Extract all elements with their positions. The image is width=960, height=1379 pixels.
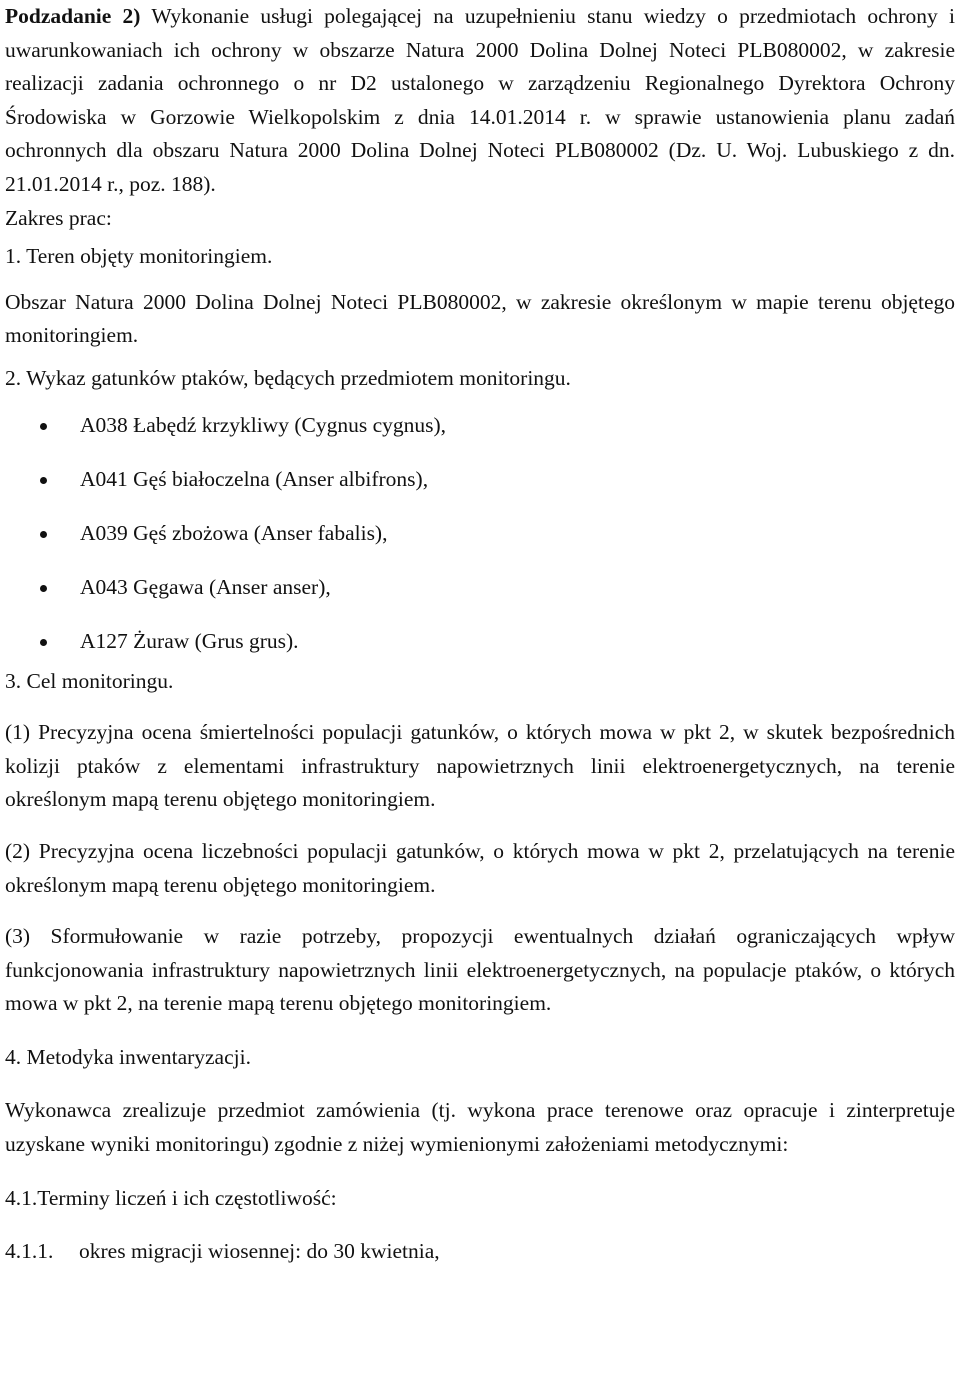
- bullet-icon: [40, 531, 47, 538]
- section-1-text: Obszar Natura 2000 Dolina Dolnej Noteci PLB080002, w zakresie określonym w mapie terenu objętego monitoringiem.: [5, 289, 955, 348]
- item-text: okres migracji wiosennej: do 30 kwietnia,: [79, 1239, 440, 1264]
- section-4-heading: 4. Metodyka inwentaryzacji.: [5, 1044, 251, 1069]
- list-item: [5, 571, 955, 625]
- section-3-point-1: (1) Precyzyjna ocena śmiertelności populacji gatunków, o których mowa w pkt 2, w skutek bezpośrednich kolizji ptaków z elementami infrastruktury napowietrznych linii elektroenergetycznych, na terenie określonym mapą terenu objętego monitoringiem.: [5, 720, 955, 812]
- bullet-icon: [40, 639, 47, 646]
- list-item: [5, 517, 955, 571]
- species-label: A043 Gęgawa (Anser anser),: [80, 574, 331, 599]
- species-list: [5, 409, 955, 659]
- bullet-icon: [40, 423, 47, 430]
- species-label: A127 Żuraw (Grus grus).: [80, 628, 299, 653]
- section-4-text: Wykonawca zrealizuje przedmiot zamówienia (tj. wykona prace terenowe oraz opracuje i zinterpretuje uzyskane wyniki monitoringu) zgodnie z niżej wymienionymi założeniami metodycznymi:: [5, 1098, 955, 1157]
- scope-label: Zakres prac:: [5, 205, 112, 230]
- section-4-1-heading: 4.1.Terminy liczeń i ich częstotliwość:: [5, 1185, 337, 1210]
- list-item: [5, 463, 955, 517]
- section-2-heading: 2. Wykaz gatunków ptaków, będących przedmiotem monitoringu.: [5, 365, 571, 390]
- intro-text: Wykonanie usługi polegającej na uzupełnieniu stanu wiedzy o przedmiotach ochrony i uwarunkowaniach ich ochrony w obszarze Natura 2000 Dolina Dolnej Noteci PLB080002, w zakresie realizacji zadania ochronnego o nr D2 ustalonego w zarządzeniu Regionalnego Dyrektora Ochrony Środowiska w Gorzowie Wielkopolskim z dnia 14.01.2014 r. w sprawie ustanowienia planu zadań ochronnych dla obszaru Natura 2000 Dolina Dolnej Noteci PLB080002 (Dz. U. Woj. Lubuskiego z dn. 21.01.2014 r., poz. 188).: [5, 4, 955, 196]
- item-number: 4.1.1.: [5, 1239, 54, 1264]
- intro-paragraph: [5, 0, 955, 202]
- bullet-icon: [40, 585, 47, 592]
- bullet-icon: [40, 477, 47, 484]
- species-label: A038 Łabędź krzykliwy (Cygnus cygnus),: [80, 412, 447, 437]
- species-label: A039 Gęś zbożowa (Anser fabalis),: [80, 520, 388, 545]
- species-label: A041 Gęś białoczelna (Anser albifrons),: [80, 466, 429, 491]
- document-page: [5, 0, 955, 1269]
- section-3-point-3: (3) Sformułowanie w razie potrzeby, propozycji ewentualnych działań ograniczających wpływ funkcjonowania infrastruktury napowietrznych linii elektroenergetycznych, na populacje ptaków, o których mowa w pkt 2, na terenie mapą terenu objętego monitoringiem.: [5, 924, 955, 1016]
- section-3-point-2: (2) Precyzyjna ocena liczebności populacji gatunków, o których mowa w pkt 2, przelatujących na terenie określonym mapą terenu objętego monitoringiem.: [5, 838, 955, 897]
- subtask-label: Podzadanie 2): [5, 4, 141, 28]
- list-item: [5, 409, 955, 463]
- section-3-heading: 3. Cel monitoringu.: [5, 668, 174, 693]
- list-item: [5, 625, 955, 659]
- section-4-1-1-item: [5, 1235, 955, 1269]
- section-1-heading: 1. Teren objęty monitoringiem.: [5, 244, 273, 269]
